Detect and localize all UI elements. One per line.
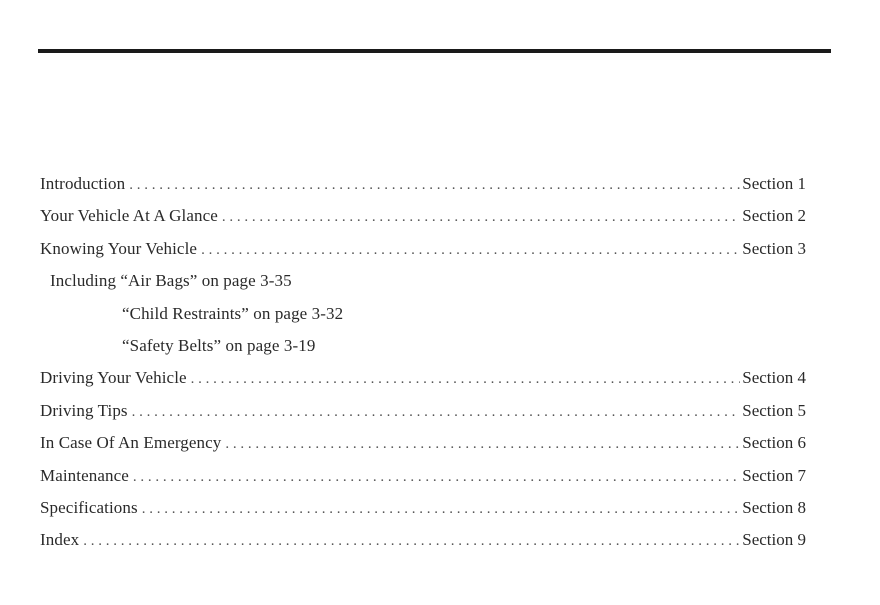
toc-entry-driving-your-vehicle[interactable] xyxy=(40,364,806,396)
toc-entry-driving-tips[interactable] xyxy=(40,397,806,429)
toc-entry-label: Driving Your Vehicle xyxy=(40,368,187,388)
toc-entry-section: Section 5 xyxy=(742,400,806,420)
toc-entry-knowing-your-vehicle[interactable] xyxy=(40,235,806,267)
toc-entry-section: Section 6 xyxy=(742,433,806,453)
toc-entry-label: Index xyxy=(40,530,80,550)
table-of-contents xyxy=(40,170,806,559)
toc-entry-index[interactable] xyxy=(40,526,806,558)
toc-entry-in-case-of-emergency[interactable] xyxy=(40,429,806,461)
toc-note-child-restraints xyxy=(40,300,806,332)
toc-note-text: “Child Restraints” on page 3-32 xyxy=(122,303,344,323)
dot-leader xyxy=(191,365,741,393)
toc-entry-section: Section 4 xyxy=(742,368,806,388)
toc-entry-maintenance[interactable] xyxy=(40,462,806,494)
toc-entry-label: Driving Tips xyxy=(40,400,128,420)
toc-entry-section: Section 9 xyxy=(742,530,806,550)
toc-entry-section: Section 2 xyxy=(742,206,806,226)
toc-entry-section: Section 8 xyxy=(742,497,806,517)
toc-entry-label: Knowing Your Vehicle xyxy=(40,238,198,258)
toc-note-text: Including “Air Bags” on page 3-35 xyxy=(50,271,292,291)
toc-entry-label: Maintenance xyxy=(40,465,129,485)
dot-leader xyxy=(201,236,740,264)
toc-entry-label: Specifications xyxy=(40,497,138,517)
dot-leader xyxy=(225,430,740,458)
dot-leader xyxy=(222,203,740,231)
toc-entry-label: Introduction xyxy=(40,174,126,193)
dot-leader xyxy=(132,398,741,426)
top-rule xyxy=(38,49,831,53)
toc-entry-introduction[interactable] xyxy=(40,170,806,202)
dot-leader xyxy=(129,171,740,199)
toc-note-text: “Safety Belts” on page 3-19 xyxy=(122,335,316,355)
toc-entry-section: Section 7 xyxy=(742,465,806,485)
toc-entry-section: Section 3 xyxy=(742,238,806,258)
toc-note-air-bags xyxy=(40,267,806,299)
dot-leader xyxy=(142,495,741,523)
toc-entry-section: Section 1 xyxy=(742,174,806,193)
toc-entry-label: In Case Of An Emergency xyxy=(40,433,222,453)
dot-leader xyxy=(133,463,740,491)
toc-note-safety-belts xyxy=(40,332,806,364)
dot-leader xyxy=(83,527,740,555)
toc-entry-label: Your Vehicle At A Glance xyxy=(40,206,218,226)
toc-entry-vehicle-at-a-glance[interactable] xyxy=(40,202,806,234)
toc-entry-specifications[interactable] xyxy=(40,494,806,526)
